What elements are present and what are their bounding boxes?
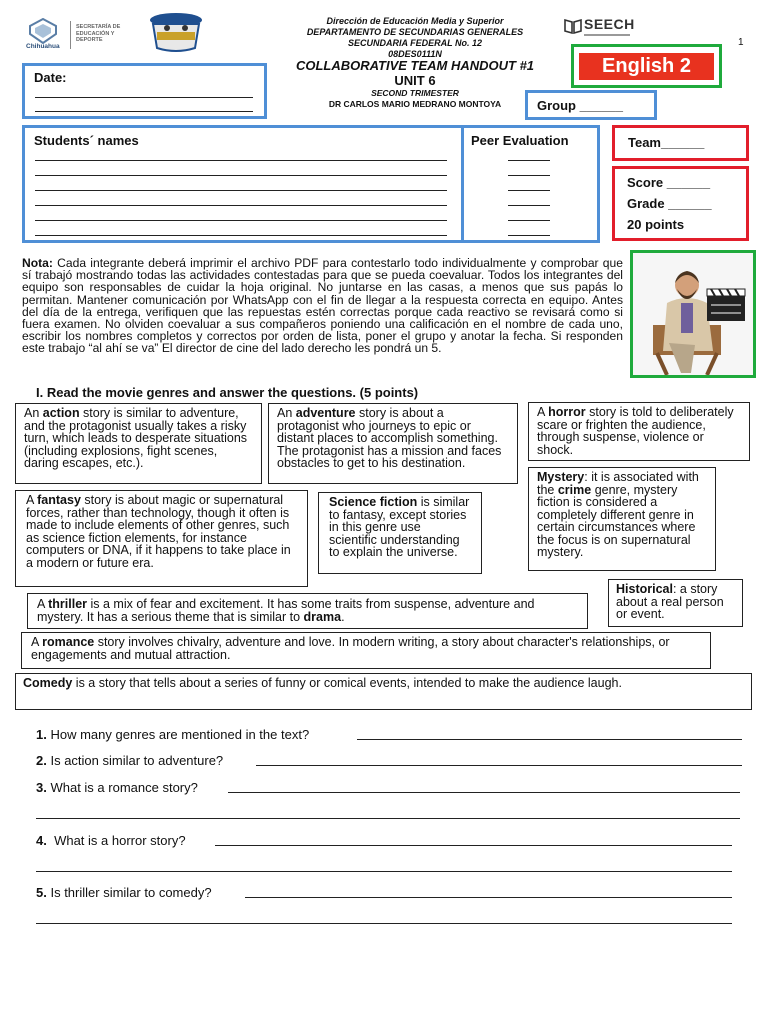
question-text: Is thriller similar to comedy? <box>50 885 212 900</box>
book-icon <box>564 18 582 34</box>
answer-line[interactable] <box>357 739 742 740</box>
section-1-title: I. Read the movie genres and answer the questions. (5 points) <box>36 385 419 400</box>
group-box[interactable] <box>525 90 657 120</box>
action-keyword: action <box>42 406 80 420</box>
historical-genre-box <box>608 579 743 627</box>
note-paragraph <box>22 257 623 355</box>
peer-score-line[interactable] <box>508 205 550 206</box>
secretaria-text: SECRETARÍA DE EDUCACIÓN Y DEPORTE <box>76 24 121 43</box>
thriller-end: . <box>341 609 345 624</box>
horror-text: story is told to deliberately scare or frighten the audience, through suspense, violence or shock. <box>537 405 734 457</box>
chihuahua-logo <box>28 18 126 52</box>
peer-score-line[interactable] <box>508 220 550 221</box>
romance-genre-box <box>21 632 711 669</box>
comedy-text: is a story that tells about a series of funny or comical events, intended to make the audience laugh. <box>72 676 622 690</box>
answer-line[interactable] <box>245 897 732 898</box>
team-box[interactable] <box>612 125 749 161</box>
header-line-2: DEPARTAMENTO DE SECUNDARIAS GENERALES <box>306 27 524 37</box>
english-badge: English 2 <box>579 53 714 80</box>
question-number: 3. <box>36 780 47 795</box>
student-name-line[interactable] <box>35 160 447 161</box>
points-label: 20 points <box>627 217 685 232</box>
chihuahua-emblem-icon <box>28 18 58 44</box>
scifi-keyword: Science fiction <box>329 495 418 509</box>
comedy-keyword: Comedy <box>23 676 73 690</box>
answer-line[interactable] <box>228 792 740 793</box>
date-box <box>22 63 267 119</box>
page-number: 1 <box>738 37 744 48</box>
scifi-text: is similar to fantasy, except stories in this genre use scientific understanding to explain the universe. <box>329 495 470 559</box>
header-line-1: Dirección de Educación Media y Superior <box>326 16 504 26</box>
team-label: Team______ <box>628 135 705 150</box>
student-name-line[interactable] <box>35 175 447 176</box>
adventure-keyword: adventure <box>295 406 356 420</box>
date-line-2[interactable] <box>35 111 253 112</box>
question-text: How many genres are mentioned in the text? <box>50 727 310 742</box>
peer-score-line[interactable] <box>508 235 550 236</box>
seech-text: SEECH <box>584 16 635 32</box>
fantasy-genre-box <box>15 490 308 587</box>
peer-score-line[interactable] <box>508 160 550 161</box>
thriller-keyword: thriller <box>48 597 88 611</box>
header-line-3: SECUNDARIA FEDERAL No. 12 <box>347 38 482 48</box>
answer-line[interactable] <box>36 818 740 819</box>
student-name-line[interactable] <box>35 205 447 206</box>
question-text: What is a horror story? <box>54 833 186 848</box>
romance-pre: A <box>31 635 43 649</box>
student-name-line[interactable] <box>35 190 447 191</box>
header-line-4: 08DES0111N <box>388 49 442 59</box>
trimester-label: SECOND TRIMESTER <box>371 88 459 98</box>
question-1 <box>36 727 309 742</box>
handout-title: COLLABORATIVE TEAM HANDOUT #1 <box>295 58 535 73</box>
students-box <box>22 125 600 243</box>
note-prefix: Nota: <box>22 256 53 270</box>
student-name-line[interactable] <box>35 220 447 221</box>
thriller-genre-box <box>27 593 588 629</box>
question-number: 4. <box>36 833 47 848</box>
fantasy-pre: A <box>26 493 38 507</box>
group-label: Group ______ <box>537 98 623 113</box>
comedy-genre-box <box>15 673 752 710</box>
mystery-keyword: Mystery <box>537 470 585 484</box>
question-number: 1. <box>36 727 47 742</box>
answer-line[interactable] <box>36 871 732 872</box>
unit-title: UNIT 6 <box>394 73 436 88</box>
score-label: Score ______ <box>627 175 711 190</box>
horror-genre-box <box>528 402 750 461</box>
scifi-genre-box <box>318 492 482 574</box>
chihuahua-caption: Chihuahua <box>26 43 60 50</box>
date-line-1[interactable] <box>35 97 253 98</box>
historical-text: : a story about a real person or event. <box>616 582 724 621</box>
adventure-text: story is about a protagonist who journeys to epic or distant places to accomplish something. The protagonist has a mission and faces obstacles to get to his destination. <box>277 406 502 470</box>
student-name-line[interactable] <box>35 235 447 236</box>
answer-line[interactable] <box>215 845 732 846</box>
question-2 <box>36 753 223 768</box>
historical-keyword: Historical <box>616 582 673 596</box>
adventure-genre-box <box>268 403 518 484</box>
question-text: What is a romance story? <box>50 780 198 795</box>
action-pre: An <box>24 406 43 420</box>
director-photo-frame <box>630 250 756 378</box>
drama-keyword: drama <box>303 609 342 624</box>
mystery-text: genre, mystery fiction is considered a completely different genre in certain circumstances where the focus is on supernatural mystery. <box>537 482 696 559</box>
thriller-pre: A <box>37 597 49 611</box>
score-box <box>612 166 749 241</box>
date-label: Date: <box>34 70 67 85</box>
answer-line[interactable] <box>36 923 732 924</box>
fantasy-text: story is about magic or supernatural forces, rather than technology, though it often is made to include elements of other genres, such as science fiction elements, for instance computers or DNA, if it happens to take place in a modern or future era. <box>26 493 291 570</box>
question-number: 2. <box>36 753 47 768</box>
question-number: 5. <box>36 885 47 900</box>
peer-score-line[interactable] <box>508 175 550 176</box>
romance-keyword: romance <box>42 635 95 649</box>
fantasy-keyword: fantasy <box>37 493 81 507</box>
students-label: Students´ names <box>34 133 139 148</box>
film-director-image <box>633 253 753 375</box>
horror-keyword: horror <box>548 405 586 419</box>
adventure-pre: An <box>277 406 296 420</box>
horror-pre: A <box>537 405 549 419</box>
romance-text: story involves chivalry, adventure and love. In modern writing, a story about character's relationships, or engagements and mutual attraction. <box>31 635 670 662</box>
grade-label: Grade ______ <box>627 196 712 211</box>
action-genre-box <box>15 403 262 484</box>
question-4 <box>36 833 186 848</box>
action-text: story is similar to adventure, and the protagonist usually takes a risky turn, which leads to desperate situations (including explosions, fight scenes, daring escapes, etc.). <box>24 406 248 470</box>
question-text: Is action similar to adventure? <box>50 753 224 768</box>
answer-line[interactable] <box>256 765 742 766</box>
peer-score-line[interactable] <box>508 190 550 191</box>
seech-logo <box>564 16 634 42</box>
note-text: Cada integrante deberá imprimir el archivo PDF para contestarlo todo individualmente y comprobar que sí trabajó mostrando todas las actividades contestadas para que se pueda coevaluar. Todos los integrantes del equipo son responsables de cuidar la hoja original. No juntarse en las casas, a menos que sus papás lo permitan. Mantener comunicación por WhatsApp con el fin de llegar a la respuesta correcta en equipo. Antes del día de la entrega, verifiquen que las repuestas estén correctas porque cada reactivo se revisará como si fuera examen. No olviden coevaluar a sus compañeros poniendo una calificación en el nombre de cada uno, escribir los nombres completos y correctos por orden de lista, poner el grupo y anotar la fecha. Si responden este trabajo “al ahí se va” El director de cine del lado derecho les pondrá un 5. <box>22 256 623 356</box>
english-badge-frame <box>571 44 722 88</box>
thriller-text: is a mix of fear and excitement. It has some traits from suspense, adventure and mystery. It has a serious theme that is similar to <box>37 597 535 624</box>
crime-keyword: crime <box>557 482 592 497</box>
teacher-name: DR CARLOS MARIO MEDRANO MONTOYA <box>328 99 502 109</box>
mystery-mid: : it is associated with the <box>537 470 699 497</box>
question-3 <box>36 780 198 795</box>
question-5 <box>36 885 212 900</box>
school-crest-icon <box>143 10 209 54</box>
peer-evaluation-label: Peer Evaluation <box>471 133 569 148</box>
mystery-genre-box <box>528 467 716 571</box>
school-crest-logo <box>143 10 209 54</box>
